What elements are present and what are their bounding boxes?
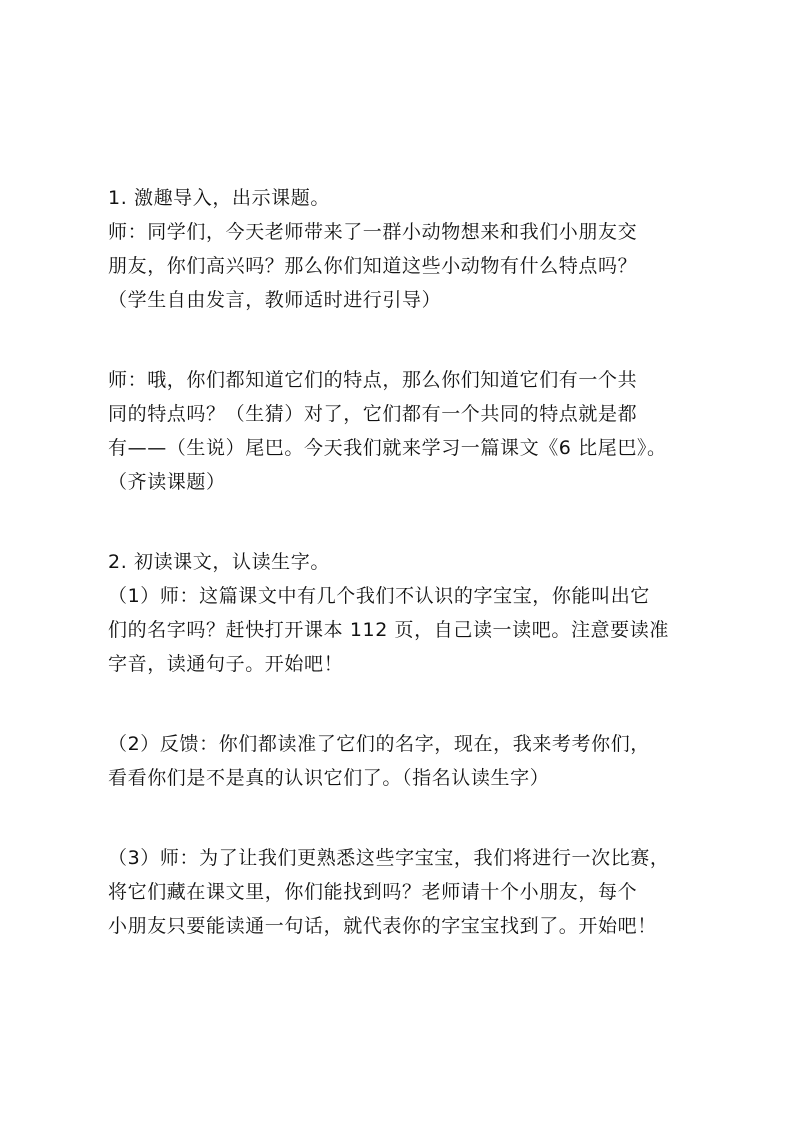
document-body (108, 181, 748, 943)
paragraph-line: 看看你们是不是真的认识它们了。（指名认读生字） (108, 767, 550, 789)
section-heading-1: 1. 激趣导入，出示课题。 (108, 187, 330, 209)
paragraph-line: 们的名字吗？赶快打开课本 112 页，自己读一读吧。注意要读准 (108, 619, 669, 641)
section-heading-2: 2. 初读课文，认读生字。 (108, 551, 330, 573)
paragraph-line: 小朋友只要能读通一句话，就代表你的字宝宝找到了。开始吧！ (108, 915, 657, 937)
paragraph-line: 字音，读通句子。开始吧！ (108, 653, 344, 675)
paragraph-line: 师：哦，你们都知道它们的特点，那么你们知道它们有一个共 (108, 369, 638, 391)
paragraph-line: （学生自由发言，教师适时进行引导） (108, 289, 442, 311)
paragraph-gap (108, 317, 748, 363)
paragraph-line: （1）师：这篇课文中有几个我们不认识的字宝宝，你能叫出它 (108, 585, 650, 607)
paragraph-gap (108, 795, 748, 841)
paragraph-line: （3）师：为了让我们更熟悉这些字宝宝，我们将进行一次比赛， (108, 847, 670, 869)
paragraph-line: 同的特点吗？（生猜）对了，它们都有一个共同的特点就是都 (108, 403, 638, 425)
paragraph-line: （齐读课题） (108, 471, 226, 493)
paragraph-line: 有——（生说）尾巴。今天我们就来学习一篇课文《6 比尾巴》。 (108, 437, 667, 459)
paragraph-gap (108, 681, 748, 727)
paragraph-line: （2）反馈：你们都读准了它们的名字，现在，我来考考你们， (108, 733, 650, 755)
paragraph-line: 将它们藏在课文里，你们能找到吗？老师请十个小朋友，每个 (108, 881, 638, 903)
paragraph-gap (108, 499, 748, 545)
paragraph-line: 朋友，你们高兴吗？那么你们知道这些小动物有什么特点吗？ (108, 255, 638, 277)
paragraph-line: 师：同学们，今天老师带来了一群小动物想来和我们小朋友交 (108, 221, 638, 243)
